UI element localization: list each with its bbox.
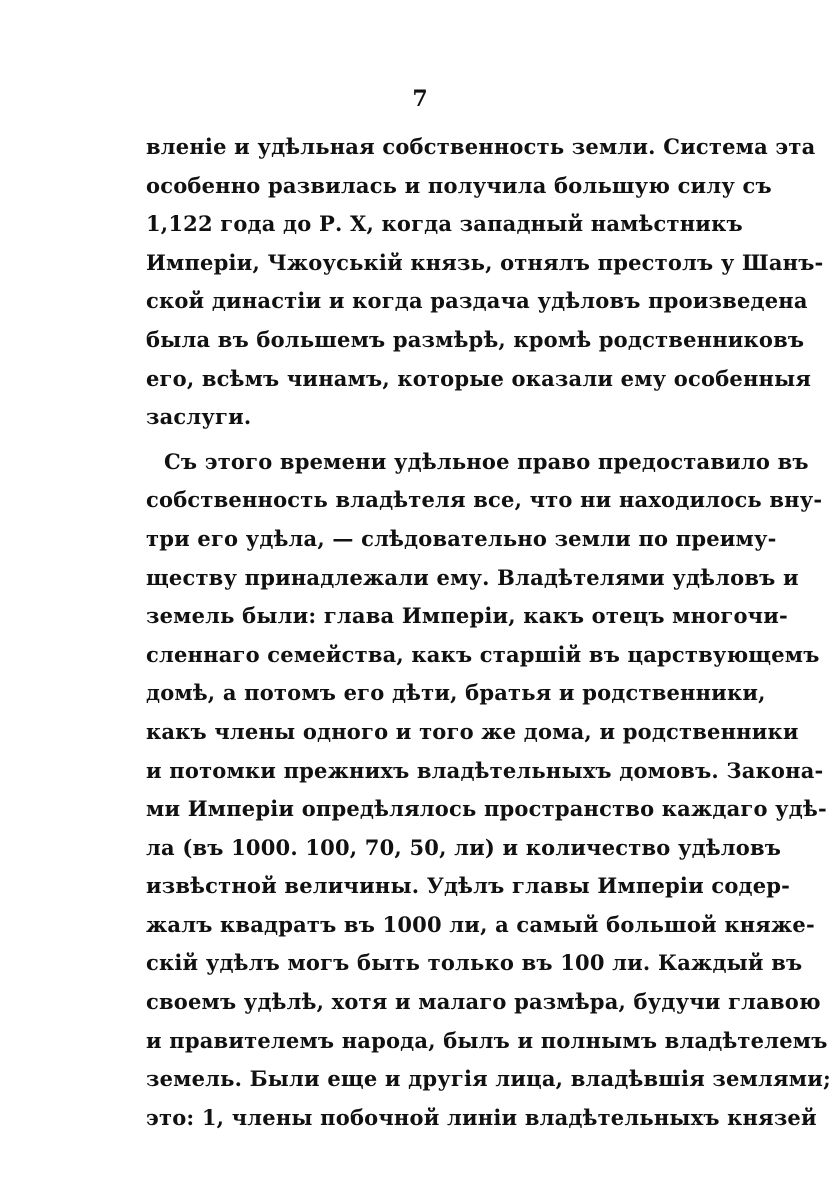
text-line: ской династіи и когда раздача удѣловъ произведена	[146, 288, 808, 314]
text-line: особенно развилась и получила большую силу съ	[146, 172, 772, 198]
text-line: вленіе и удѣльная собственность земли. Система эта	[146, 134, 816, 159]
text-line: ществу принадлежали ему. Владѣтелями удѣловъ и	[146, 564, 799, 590]
text-line: жалъ квадратъ въ 1000 ли, а самый большой княже-	[146, 911, 815, 937]
text-line: извѣстной величины. Удѣлъ главы Имперіи содер-	[146, 873, 791, 899]
text-line: была въ большемъ размѣрѣ, кромѣ родственниковъ	[146, 326, 805, 352]
text-line: Имперіи, Чжоуській князь, отнялъ престолъ у Шанъ-	[146, 249, 824, 275]
text-line: домѣ, а потомъ его дѣти, братья и родственники,	[146, 680, 766, 706]
text-line: земель. Были еще и другія лица, владѣвшія землями;	[146, 1066, 831, 1092]
text-line: собственность владѣтеля все, что ни находилось вну-	[146, 487, 823, 513]
page-number: 7	[412, 86, 428, 112]
text-line: ми Имперіи опредѣлялось пространство каждаго удѣ-	[146, 796, 827, 822]
paragraph-1	[146, 128, 824, 437]
text-line: своемъ удѣлѣ, хотя и малаго размѣра, будучи главою	[146, 989, 821, 1015]
text-line: ла (въ 1000. 100, 70, 50, ли) и количество удѣловъ	[146, 834, 782, 860]
text-line: и потомки прежнихъ владѣтельныхъ домовъ. Закона-	[146, 757, 824, 783]
text-line: 1,122 года до Р. Х, когда западный намѣстникъ	[146, 211, 743, 237]
body-text	[146, 128, 831, 1137]
paragraph-2	[146, 443, 831, 1138]
text-line: сленнаго семейства, какъ старшій въ царствующемъ	[146, 641, 820, 667]
text-line: его, всѣмъ чинамъ, которые оказали ему особенныя	[146, 365, 812, 391]
text-line: это: 1, члены побочной линіи владѣтельныхъ князей	[146, 1104, 817, 1130]
text-line: и правителемъ народа, былъ и полнымъ владѣтелемъ	[146, 1027, 828, 1053]
text-line: земель были: глава Имперіи, какъ отецъ многочи-	[146, 603, 788, 629]
text-line: скій удѣлъ могъ быть только въ 100 ли. Каждый въ	[146, 950, 803, 976]
text-line: заслуги.	[146, 404, 252, 430]
text-line: какъ члены одного и того же дома, и родственники	[146, 718, 799, 744]
text-line: три его удѣла, — слѣдовательно земли по преиму-	[146, 525, 777, 551]
text-line: Съ этого времени удѣльное право предоставило въ	[164, 448, 809, 474]
